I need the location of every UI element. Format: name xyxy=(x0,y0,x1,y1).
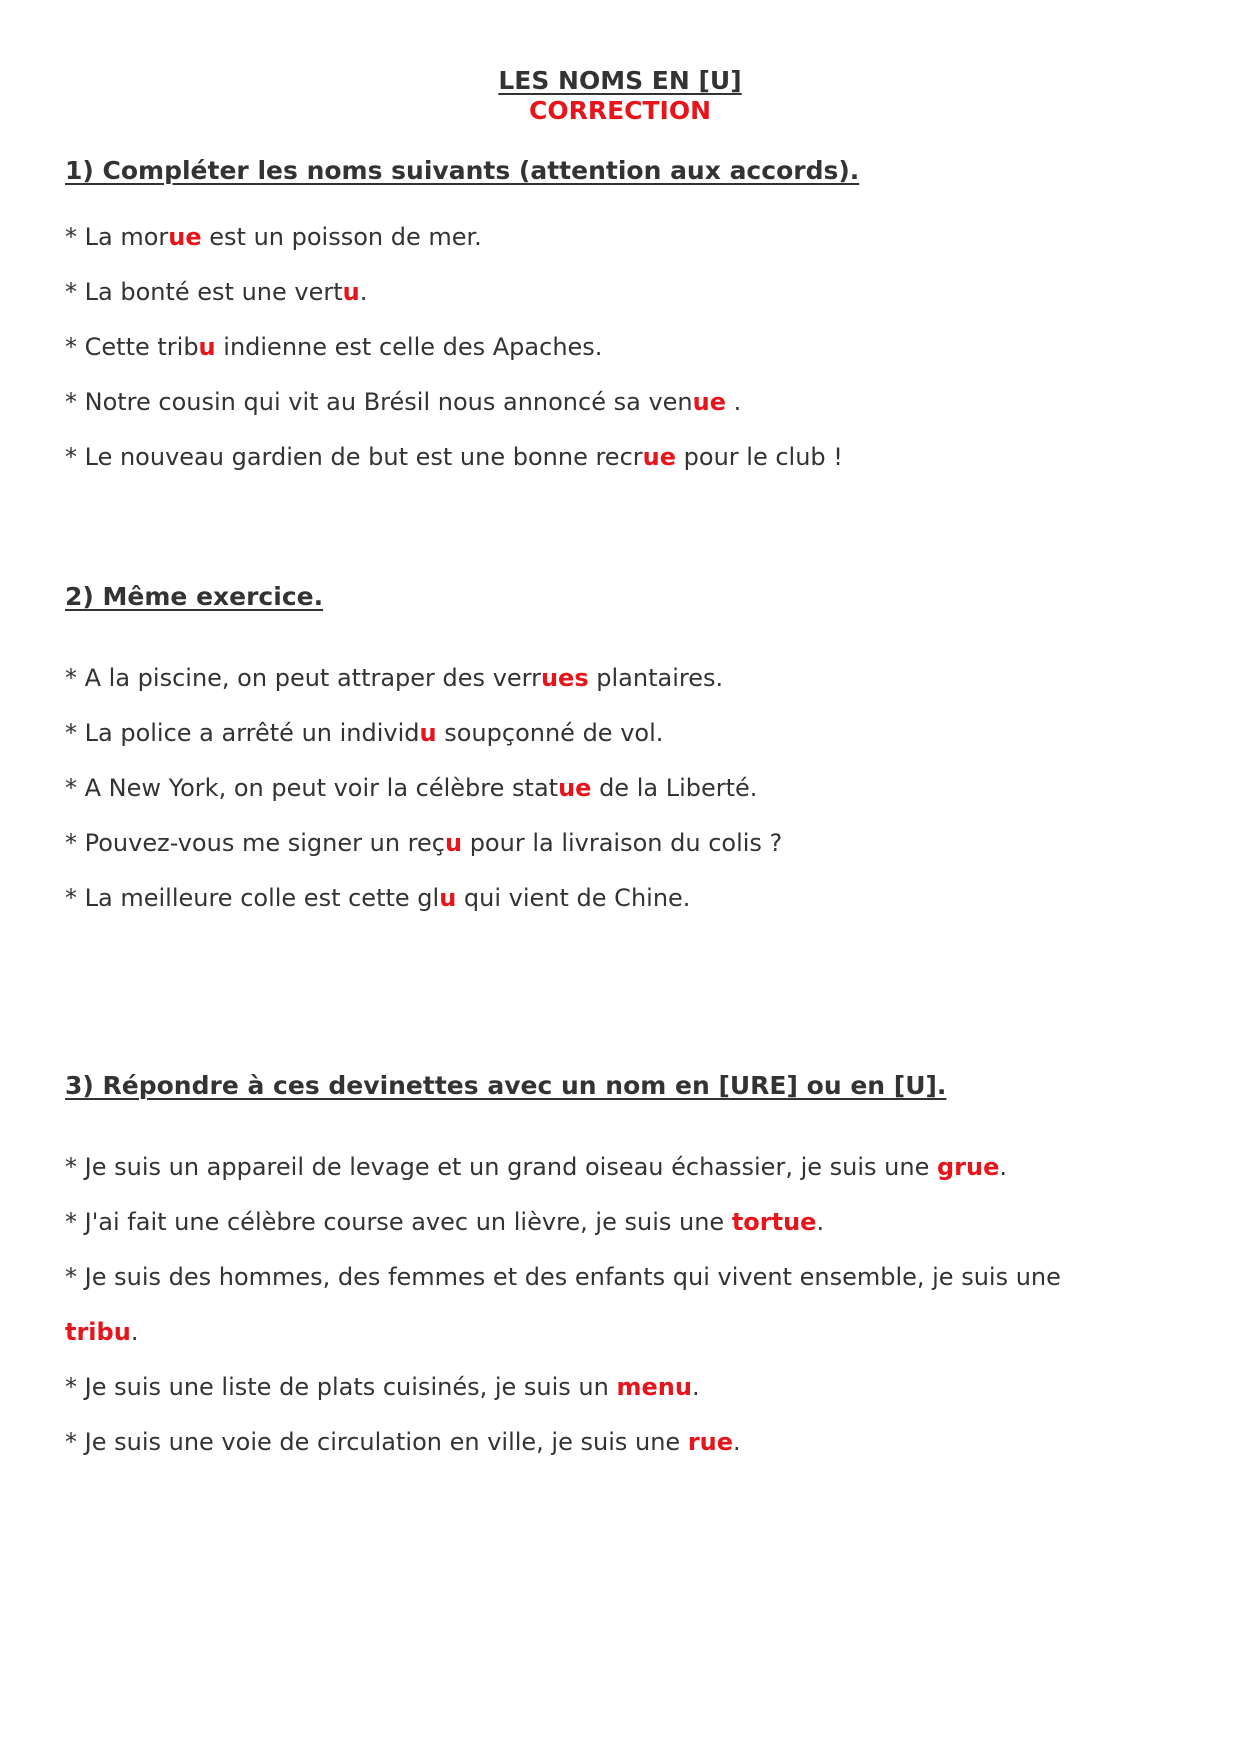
exercise-line: tribu. xyxy=(65,1318,139,1346)
answer: ue xyxy=(558,774,592,802)
exercise-line: * Je suis un appareil de levage et un grand oiseau échassier, je suis une grue. xyxy=(65,1153,1007,1181)
exercise-line: * Je suis une liste de plats cuisinés, je suis un menu. xyxy=(65,1373,700,1401)
exercise-line: * J'ai fait une célèbre course avec un lièvre, je suis une tortue. xyxy=(65,1208,825,1236)
section-1-heading: 1) Compléter les noms suivants (attention aux accords). xyxy=(65,156,860,185)
exercise-line: * Cette tribu indienne est celle des Apaches. xyxy=(65,333,603,361)
page-title: LES NOMS EN [U] xyxy=(498,66,742,95)
section-3-heading: 3) Répondre à ces devinettes avec un nom en [URE] ou en [U]. xyxy=(65,1071,947,1100)
page-subtitle: CORRECTION xyxy=(528,96,712,125)
exercise-line: * Le nouveau gardien de but est une bonne recrue pour le club ! xyxy=(65,443,843,471)
exercise-line: * La morue est un poisson de mer. xyxy=(65,223,482,251)
exercise-line: * La meilleure colle est cette glu qui vient de Chine. xyxy=(65,884,691,912)
exercise-line: * La police a arrêté un individu soupçonné de vol. xyxy=(65,719,664,747)
answer: ue xyxy=(168,223,202,251)
answer: menu xyxy=(616,1373,692,1401)
answer: u xyxy=(342,278,360,306)
answer: ues xyxy=(540,664,589,692)
exercise-line: * A New York, on peut voir la célèbre statue de la Liberté. xyxy=(65,774,758,802)
exercise-line: * Je suis des hommes, des femmes et des enfants qui vivent ensemble, je suis une xyxy=(65,1263,1061,1291)
title-block xyxy=(0,66,1240,126)
exercise-line: * Notre cousin qui vit au Brésil nous annoncé sa venue . xyxy=(65,388,742,416)
answer: u xyxy=(419,719,437,747)
answer: u xyxy=(198,333,216,361)
exercise-line: * A la piscine, on peut attraper des verrues plantaires. xyxy=(65,664,724,692)
answer: rue xyxy=(687,1428,734,1456)
answer: ue xyxy=(692,388,726,416)
exercise-line: * Pouvez-vous me signer un reçu pour la livraison du colis ? xyxy=(65,829,783,857)
exercise-line: * La bonté est une vertu. xyxy=(65,278,368,306)
answer: ue xyxy=(642,443,677,471)
exercise-line: * Je suis une voie de circulation en ville, je suis une rue. xyxy=(65,1428,741,1456)
answer: tribu xyxy=(65,1318,131,1346)
answer: grue xyxy=(936,1153,1000,1181)
answer: u xyxy=(439,884,457,912)
section-2-heading: 2) Même exercice. xyxy=(65,582,324,611)
answer: u xyxy=(444,829,463,857)
answer: tortue xyxy=(731,1208,817,1236)
